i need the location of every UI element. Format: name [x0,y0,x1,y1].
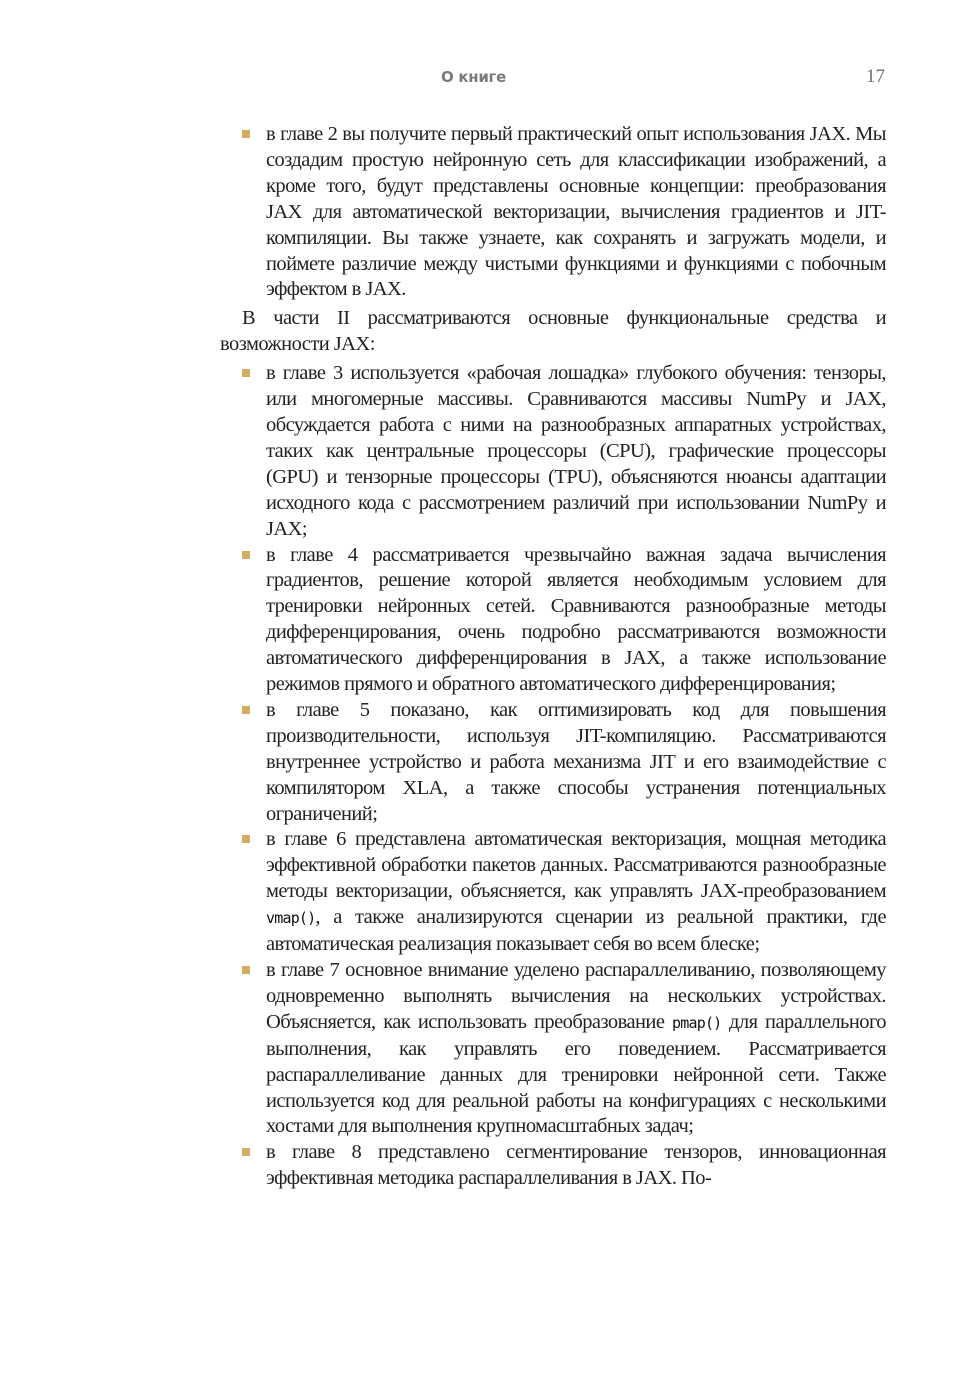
bullet-icon [242,706,250,714]
list-item-text-before: в главе 6 представлена автоматическая векторизация, мощная методика эффективной обработки пакетов данных. Рассматриваются разнообразные методы векторизации, объясняется, как управлять JAX-преобразованием [266,828,886,903]
list-item-chapter-3 [220,361,886,542]
list-item-chapter-5 [220,698,886,828]
chapter-list-part-2 [220,361,886,1192]
chapter-list-part-1 [220,122,886,303]
page-number: 17 [866,66,885,87]
list-item-text: в главе 8 представлено сегментирование тензоров, инновационная эффективная методика распараллеливания в JAX. По- [266,1141,886,1190]
list-item-text: в главе 2 вы получите первый практический опыт использования JAX. Мы создадим простую нейронную сеть для классификации изображений, а кроме того, будут представлены основные концепции: преобразования JAX для автоматической векторизации, вычисления градиентов и JIT-компиляции. Вы также узнаете, как сохранять и загружать модели, и поймете различие между чистыми функциями и функциями с побочным эффектом в JAX. [266,123,886,301]
list-item-text-after: , а также анализируются сценарии из реальной практики, где автоматическая реализация показывает себя во всем блеске; [266,906,886,956]
inline-code-vmap: vmap() [266,909,316,928]
part-2-intro-paragraph: В части II рассматриваются основные функциональные средства и возможности JAX: [220,307,886,356]
list-item-chapter-6 [220,827,886,958]
inline-code-pmap: pmap() [672,1013,722,1032]
list-item-chapter-4 [220,543,886,698]
running-header [0,66,974,94]
list-item-text: в главе 3 используется «рабочая лошадка» глубокого обучения: тензоры, или многомерные массивы. Сравниваются массивы NumPy и JAX, обсуждается работа с ними на разнообразных аппаратных устройствах, таких как центральные процессоры (CPU), графические процессоры (GPU) и тензорные процессоры (TPU), объясняются нюансы адаптации исходного кода с рассмотрением различий при использовании NumPy и JAX; [266,362,886,540]
list-item-text-before: в главе 7 основное внимание уделено распараллеливанию, позволяющему одновременно выполнять вычисления на нескольких устройствах. Объясняется, как использовать преобразование [266,959,886,1033]
body-text [220,122,886,1192]
list-item-text: в главе 4 рассматривается чрезвычайно важная задача вычисления градиентов, решение которой является необходимым условием для тренировки нейронных сетей. Сравниваются разнообразные методы дифференцирования, очень подробно рассматриваются возможности автоматического дифференцирования в JAX, а также использование режимов прямого и обратного автоматического дифференцирования; [266,543,886,696]
list-item-text-after: для параллельного выполнения, как управлять его поведением. Рассматривается распараллеливание данных для тренировки нейронной сети. Также используется код для реальной работы на конфигурациях с несколькими хостами для выполнения крупномасштабных задач; [266,1010,886,1138]
bullet-icon [242,1148,250,1156]
bullet-icon [242,835,250,843]
running-title: О книге [441,68,506,86]
bullet-icon [242,966,250,974]
list-item-chapter-7 [220,958,886,1140]
list-item-chapter-2 [220,122,886,303]
bullet-icon [242,369,250,377]
list-item-chapter-8 [220,1140,886,1192]
bullet-icon [242,551,250,559]
list-item-text: в главе 5 показано, как оптимизировать код для повышения производительности, используя JIT-компиляцию. Рассматриваются внутреннее устройство и работа механизма JIT и его взаимодействие с компилятором XLA, а также способы устранения потенциальных ограничений; [266,698,886,825]
bullet-icon [242,130,250,138]
